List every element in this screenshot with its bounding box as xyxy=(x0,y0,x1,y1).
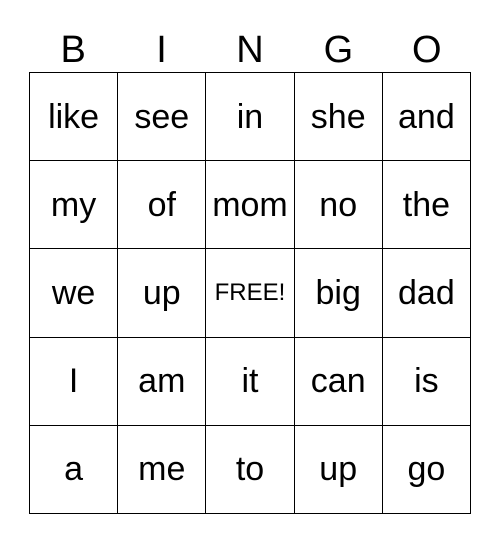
bingo-cell-r5-c5[interactable]: go xyxy=(383,426,471,514)
bingo-cell-r5-c2[interactable]: me xyxy=(118,426,206,514)
bingo-cell-r4-c1[interactable]: I xyxy=(30,338,118,426)
bingo-cell-r1-c3[interactable]: in xyxy=(206,73,294,161)
bingo-cell-r1-c5[interactable]: and xyxy=(383,73,471,161)
bingo-cell-r2-c2[interactable]: of xyxy=(118,161,206,249)
free-space-cell[interactable]: FREE! xyxy=(206,249,294,337)
header-letter-n: N xyxy=(236,29,264,71)
bingo-cell-r1-c4[interactable]: she xyxy=(295,73,383,161)
bingo-cell-r3-c2[interactable]: up xyxy=(118,249,206,337)
bingo-cell-r2-c4[interactable]: no xyxy=(295,161,383,249)
bingo-cell-r5-c3[interactable]: to xyxy=(206,426,294,514)
bingo-cell-r4-c2[interactable]: am xyxy=(118,338,206,426)
bingo-cell-r5-c4[interactable]: up xyxy=(295,426,383,514)
bingo-cell-r1-c2[interactable]: see xyxy=(118,73,206,161)
bingo-header xyxy=(29,28,471,72)
bingo-cell-r3-c5[interactable]: dad xyxy=(383,249,471,337)
header-letter-g: G xyxy=(323,29,354,71)
bingo-cell-r2-c1[interactable]: my xyxy=(30,161,118,249)
bingo-cell-r1-c1[interactable]: like xyxy=(30,73,118,161)
bingo-cell-r2-c3[interactable]: mom xyxy=(206,161,294,249)
bingo-cell-r5-c1[interactable]: a xyxy=(30,426,118,514)
header-letter-b: B xyxy=(60,29,86,71)
bingo-cell-r2-c5[interactable]: the xyxy=(383,161,471,249)
bingo-cell-r4-c4[interactable]: can xyxy=(295,338,383,426)
header-letter-i: I xyxy=(156,29,167,71)
header-letter-o: O xyxy=(411,29,442,71)
bingo-cell-r4-c5[interactable]: is xyxy=(383,338,471,426)
bingo-board xyxy=(29,72,471,514)
bingo-cell-r3-c4[interactable]: big xyxy=(295,249,383,337)
bingo-cell-r3-c1[interactable]: we xyxy=(30,249,118,337)
bingo-cell-r4-c3[interactable]: it xyxy=(206,338,294,426)
